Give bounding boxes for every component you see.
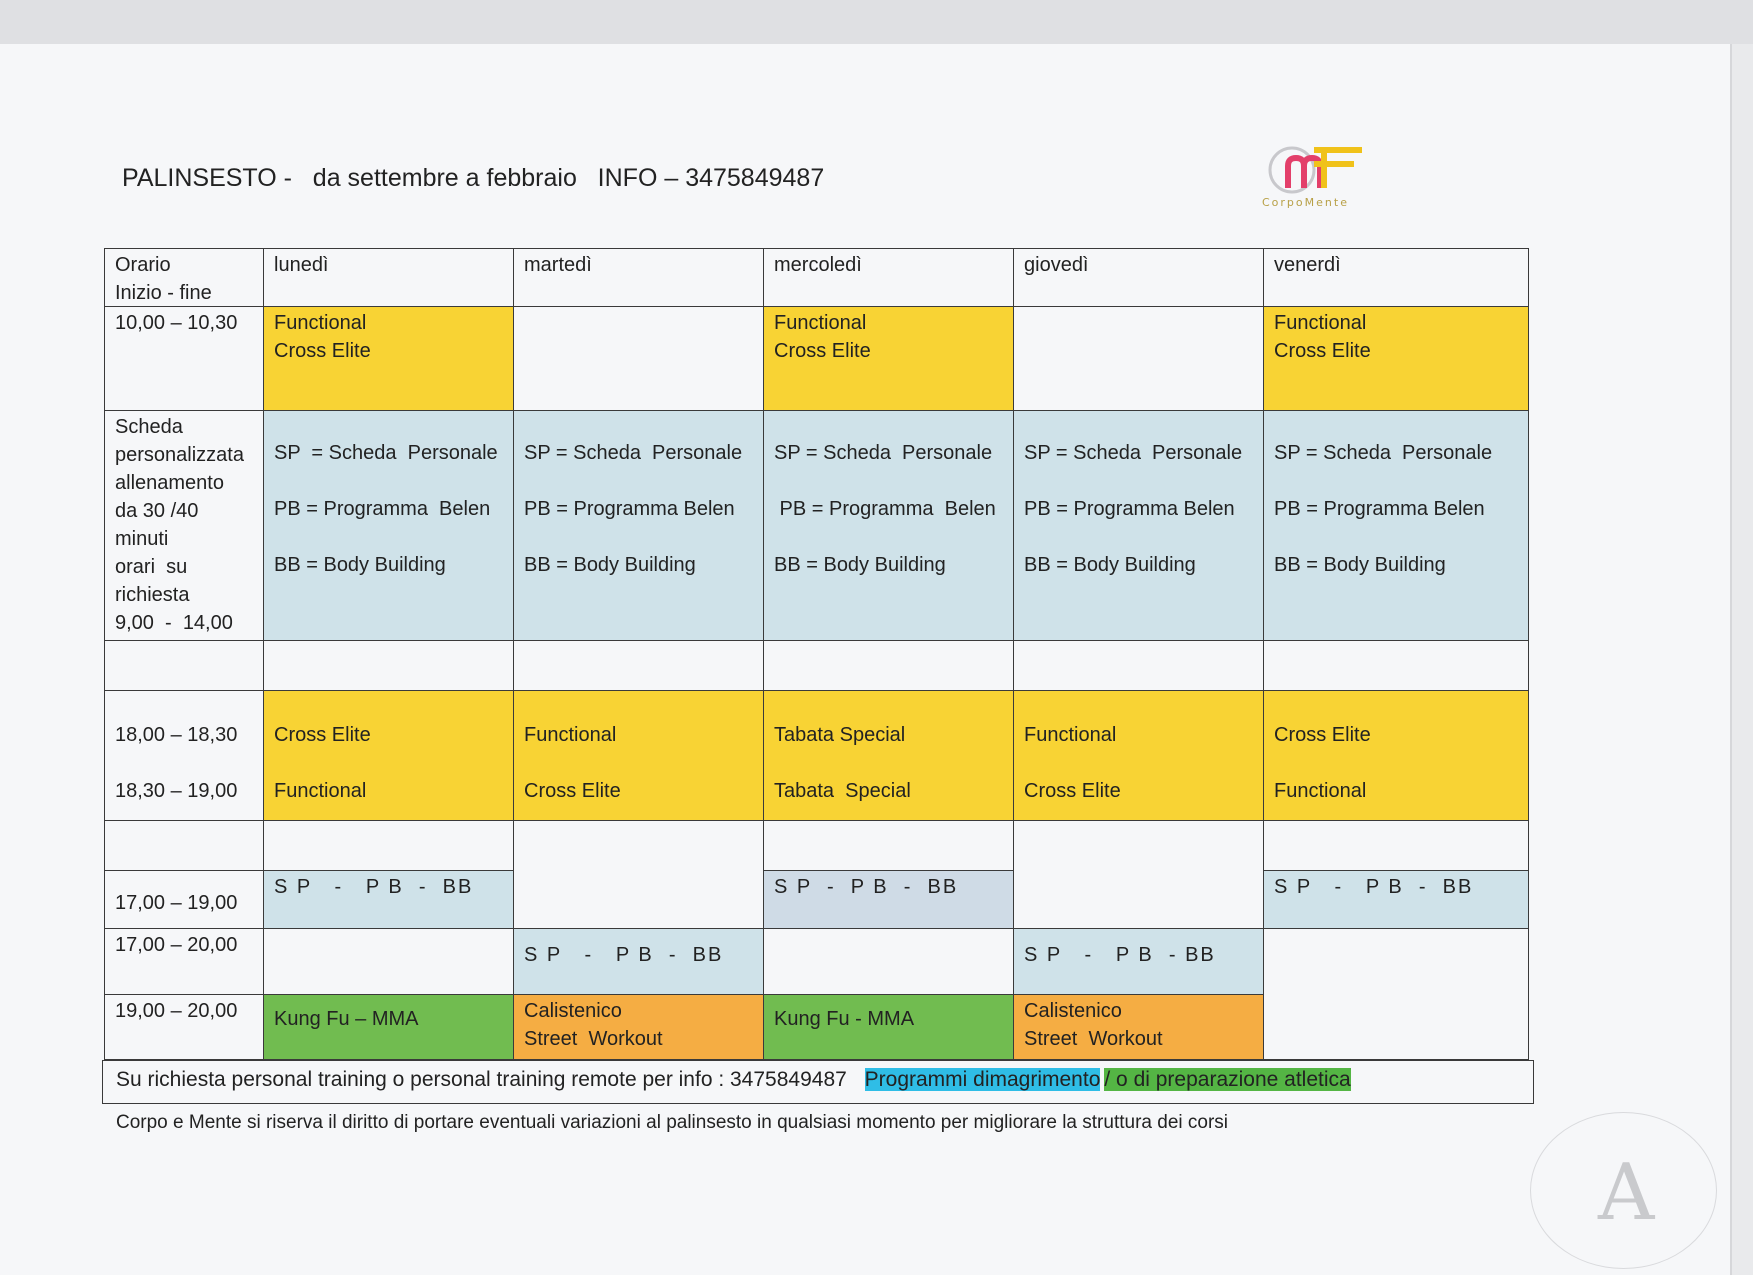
pencil-letter-mark: A <box>1598 1148 1655 1238</box>
monday-morning-class: Functional Cross Elite <box>263 306 515 412</box>
header-wednesday: mercoledì <box>763 248 1015 308</box>
tuesday-empty-cell <box>513 820 765 930</box>
thursday-empty-cell <box>1013 820 1265 930</box>
empty-time-cell <box>104 820 265 872</box>
monday-empty-cell <box>263 820 515 872</box>
tuesday-sp-pb-bb: S P - P B - BB <box>513 928 765 996</box>
personal-training-info <box>102 1060 1534 1104</box>
monday-scheda-legend: SP = Scheda Personale PB = Programma Belen BB = Body Building <box>263 410 515 642</box>
time-1900-2000: 19,00 – 20,00 <box>104 994 265 1060</box>
monday-kungfu-class: Kung Fu – MMA <box>263 994 515 1060</box>
wednesday-empty-cell <box>763 928 1015 996</box>
time-scheda: Scheda personalizzata allenamento da 30 /40 minuti orari su richiesta 9,00 - 14,00 <box>104 410 265 642</box>
wednesday-kungfu-class: Kung Fu - MMA <box>763 994 1015 1060</box>
time-evening: 18,00 – 18,30 18,30 – 19,00 <box>104 690 265 822</box>
highlight-athletic-prep: / o di preparazione atletica <box>1104 1068 1351 1091</box>
monday-evening-class: Cross Elite Functional <box>263 690 515 822</box>
tuesday-morning-empty <box>513 306 765 412</box>
thursday-calistenico-class: Calistenico Street Workout <box>1013 994 1265 1060</box>
friday-sp-pb-bb: S P - P B - BB <box>1263 870 1529 930</box>
empty-row-time <box>104 640 265 692</box>
scan-background <box>0 0 1753 44</box>
logo-text: CorpoMente <box>1262 196 1349 209</box>
wednesday-empty-cell <box>763 820 1015 872</box>
header-friday: venerdì <box>1263 248 1529 308</box>
monday-sp-pb-bb: S P - P B - BB <box>263 870 515 930</box>
personal-training-text: Su richiesta personal training o personal training remote per info : 3475849487 <box>116 1068 847 1091</box>
header-time-range: Orario Inizio - fine <box>104 248 265 308</box>
time-1700-2000: 17,00 – 20,00 <box>104 928 265 996</box>
time-1700-1900: 17,00 – 19,00 <box>104 870 265 930</box>
tuesday-evening-class: Functional Cross Elite <box>513 690 765 822</box>
page-title: PALINSESTO - da settembre a febbraio INFO – 3475849487 <box>122 164 825 192</box>
friday-empty-cell <box>1263 928 1529 1060</box>
header-tuesday: martedì <box>513 248 765 308</box>
empty-row-cell <box>513 640 765 692</box>
thursday-sp-pb-bb: S P - P B - BB <box>1013 928 1265 996</box>
tuesday-scheda-legend: SP = Scheda Personale PB = Programma Belen BB = Body Building <box>513 410 765 642</box>
header-monday: lunedì <box>263 248 515 308</box>
header-thursday: giovedì <box>1013 248 1265 308</box>
time-morning: 10,00 – 10,30 <box>104 306 265 412</box>
friday-empty-cell <box>1263 820 1529 872</box>
wednesday-morning-class: Functional Cross Elite <box>763 306 1015 412</box>
wednesday-sp-pb-bb: S P - P B - BB <box>763 870 1015 930</box>
friday-scheda-legend: SP = Scheda Personale PB = Programma Belen BB = Body Building <box>1263 410 1529 642</box>
friday-morning-class: Functional Cross Elite <box>1263 306 1529 412</box>
empty-row-cell <box>763 640 1015 692</box>
thursday-evening-class: Functional Cross Elite <box>1013 690 1265 822</box>
disclaimer-note: Corpo e Mente si riserva il diritto di portare eventuali variazioni al palinsesto in qualsiasi momento per migliorare la struttura dei corsi <box>116 1112 1229 1133</box>
wednesday-scheda-legend: SP = Scheda Personale PB = Programma Belen BB = Body Building <box>763 410 1015 642</box>
empty-row-cell <box>1263 640 1529 692</box>
empty-row-cell <box>263 640 515 692</box>
tuesday-calistenico-class: Calistenico Street Workout <box>513 994 765 1060</box>
highlight-weight-loss: Programmi dimagrimento <box>864 1068 1101 1091</box>
wednesday-evening-class: Tabata Special Tabata Special <box>763 690 1015 822</box>
monday-empty-cell <box>263 928 515 996</box>
friday-evening-class: Cross Elite Functional <box>1263 690 1529 822</box>
thursday-scheda-legend: SP = Scheda Personale PB = Programma Belen BB = Body Building <box>1013 410 1265 642</box>
thursday-morning-empty <box>1013 306 1265 412</box>
empty-row-cell <box>1013 640 1265 692</box>
